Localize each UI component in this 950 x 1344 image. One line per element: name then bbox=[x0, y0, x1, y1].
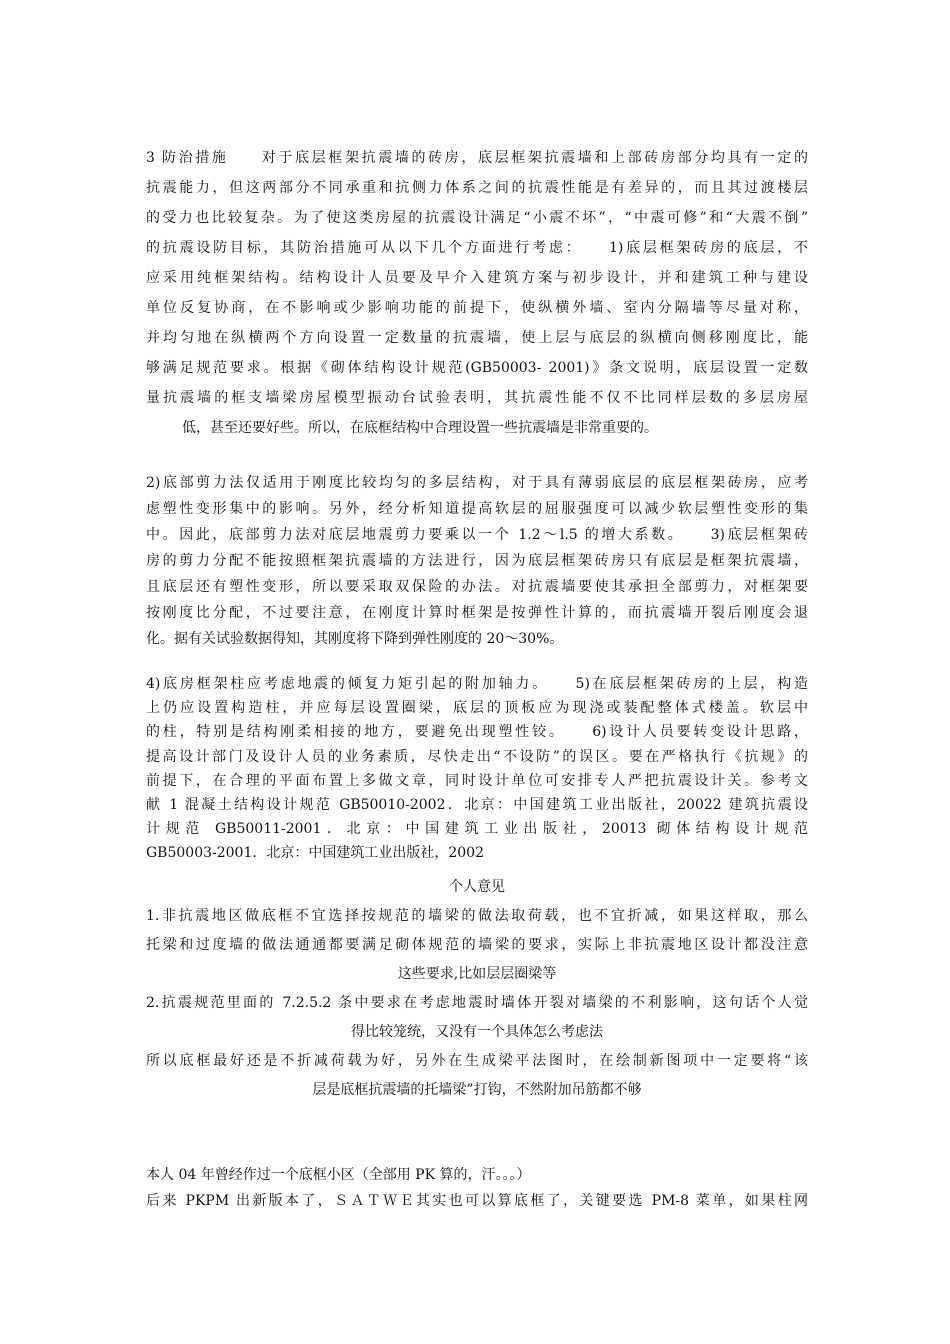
text-line: 量抗震墙的框支墙梁房屋模型振动台试验表明，其抗震性能不仅不比同样层数的多层房屋 bbox=[146, 390, 808, 406]
text-line: 献 1 混凝土结构设计规范 GB50010-2002．北京：中国建筑工业出版社，20022 建筑抗震设 bbox=[146, 797, 808, 814]
text-line: 且底层还有塑性变形，所以要采取双保险的办法。对抗震墙要使其承担全部剪力，对框架要 bbox=[146, 579, 808, 595]
text-line: 的受力也比较复杂。为了使这类房屋的抗震设计满足“小震不坏”，“中震可修”和“大震不倒” bbox=[146, 210, 808, 226]
text-line: 本人 04 年曾经作过一个底框小区（全部用 PK 算的，汗。。。） bbox=[146, 1167, 531, 1183]
text-line: 得比较笼统，又没有一个具体怎么考虑法 bbox=[351, 1024, 603, 1040]
text-line: 提高设计部门及设计人员的业务素质，尽快走出“不设防”的误区。要在严格执行《抗规》的 bbox=[146, 748, 808, 765]
text-line: 房的剪力分配不能按照框架抗震墙的方法进行，因为底层框架砖房只有底层是框架抗震墙， bbox=[146, 553, 808, 569]
text-line: 这些要求,比如层层圈梁等 bbox=[397, 966, 557, 982]
text-line: 3 防治措施 对于底层框架抗震墙的砖房，底层框架抗震墙和上部砖房部分均具有一定的 bbox=[146, 150, 808, 166]
text-line: 4)底房框架柱应考虑地震的倾复力矩引起的附加轴力。 5)在底层框架砖房的上层，构造 bbox=[146, 676, 808, 692]
text-line: 抗震能力，但这两部分不同承重和抗侧力体系之间的抗震性能是有差异的，而且其过渡楼层 bbox=[146, 180, 808, 196]
text-line: 低，甚至还要好些。所以，在底框结构中合理设置一些抗震墙是非常重要的。 bbox=[182, 420, 658, 436]
text-line: GB50003-2001．北京：中国建筑工业出版社，2002 bbox=[146, 845, 484, 862]
text-line: 的抗震设防目标，其防治措施可从以下几个方面进行考虑： 1)底层框架砖房的底层，不 bbox=[146, 240, 808, 256]
text-line: 并均匀地在纵横两个方向设置一定数量的抗震墙，使上层与底层的纵横向侧移刚度比，能 bbox=[146, 330, 808, 346]
text-line: 层是底框抗震墙的托墙梁”打钩，不然附加吊筋都不够 bbox=[312, 1082, 642, 1098]
text-line: 的柱，特别是结构刚柔相接的地方，要避免出现塑性铰。 6)设计人员要转变设计思路， bbox=[146, 724, 808, 741]
section-author-note bbox=[146, 1162, 808, 1214]
text-line: 前提下，在合理的平面布置上多做文章，同时设计单位可安排专人严把抗震设计关。参考文 bbox=[146, 772, 808, 789]
text-line: 虑塑性变形集中的影响。另外，经分析知道提高软层的屈服强度可以减少软层塑性变形的集 bbox=[146, 501, 808, 517]
text-line: 中。因此，底部剪力法对底层地震剪力要乘以一个 1.2～l.5 的增大系数。 3)底层框架砖 bbox=[146, 527, 808, 543]
section-prevention-measures bbox=[146, 143, 808, 443]
section-columns-references bbox=[146, 672, 808, 866]
text-line: 按刚度比分配，不过要注意，在刚度计算时框架是按弹性计算的，而抗震墙开裂后刚度会退 bbox=[146, 605, 808, 621]
text-line: 上仍应设置构造柱，并应每层设置圈梁，底层的顶板应为现浇或装配整体式楼盖。软层中 bbox=[146, 700, 808, 717]
text-line: 应采用纯框架结构。结构设计人员要及早介入建筑方案与初步设计，并和建筑工种与建设 bbox=[146, 270, 808, 286]
text-line: 够满足规范要求。根据《砌体结构设计规范(GB50003- 2001)》条文说明，底层设置一定数 bbox=[146, 360, 808, 376]
text-line: 所以底框最好还是不折减荷载为好，另外在生成梁平法图时，在绘制新图项中一定要将“该 bbox=[146, 1053, 808, 1069]
section-shear-method bbox=[146, 470, 808, 652]
opinion-heading: 个人意见 bbox=[449, 879, 505, 895]
text-line: 计规范 GB50011-2001．北京：中国建筑工业出版社，20013 砌体结构设计规范 bbox=[146, 821, 808, 838]
text-line: 单位反复协商，在不影响或少影响功能的前提下，使纵横外墙、室内分隔墙等尽量对称， bbox=[146, 300, 808, 316]
text-line: 后来 PKPM 出新版本了，ＳＡＴＷＥ其实也可以算底框了，关键要选 PM-8 菜单，如果柱网 bbox=[146, 1193, 808, 1209]
text-line: 1.非抗震地区做底框不宜选择按规范的墙梁的做法取荷载，也不宜折减，如果这样取，那么 bbox=[146, 908, 808, 924]
text-line: 2)底部剪力法仅适用于刚度比较均匀的多层结构，对于具有薄弱底层的底层框架砖房，应考 bbox=[146, 475, 808, 491]
text-line: 2.抗震规范里面的 7.2.5.2 条中要求在考虑地震时墙体开裂对墙梁的不利影响，这句话个人觉 bbox=[146, 995, 808, 1011]
text-line: 托梁和过度墙的做法通通都要满足砌体规范的墙梁的要求，实际上非抗震地区设计都没注意 bbox=[146, 937, 808, 953]
section-personal-opinion bbox=[146, 873, 808, 1105]
text-line: 化。据有关试验数据得知，其刚度将下降到弹性刚度的 20～30%。 bbox=[146, 631, 564, 647]
